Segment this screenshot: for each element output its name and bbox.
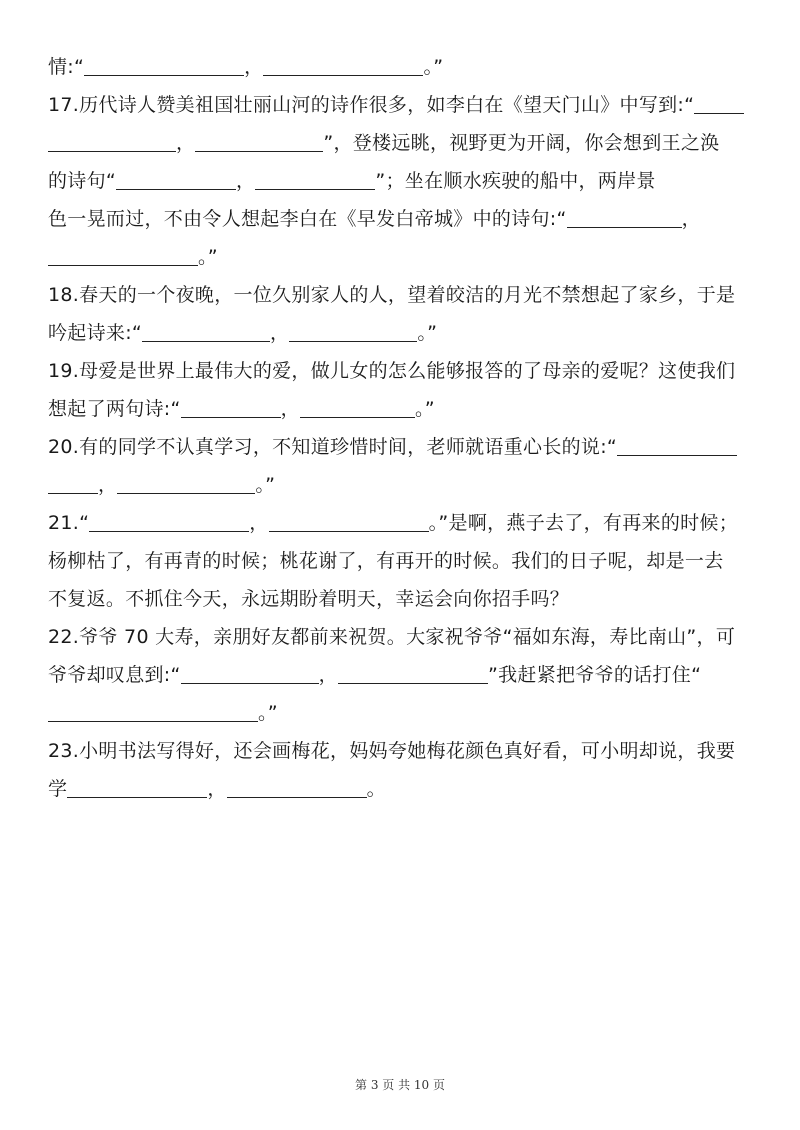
answer-blank[interactable]: [300, 395, 415, 418]
answer-blank[interactable]: [89, 509, 249, 532]
text-segment: 杨柳枯了，有再青的时候；桃花谢了，有再开的时候。我们的日子呢，却是一去: [48, 550, 724, 572]
question-20: [48, 428, 758, 466]
text-segment: 不复返。不抓住今天，永远期盼着明天，幸运会向你招手吗？: [48, 588, 570, 610]
text-line: [48, 390, 758, 428]
answer-blank[interactable]: [181, 661, 319, 684]
answer-blank[interactable]: [67, 775, 207, 798]
text-line: [48, 542, 758, 580]
text-segment: ”我赶紧把爷爷的话打住“: [487, 664, 702, 686]
answer-blank[interactable]: [289, 319, 417, 342]
text-segment: 21.“: [48, 512, 90, 534]
text-segment: 23.小明书法写得好，还会画梅花，妈妈夸她梅花颜色真好看，可小明却说，我要: [48, 740, 736, 762]
text-segment: 学: [48, 778, 68, 800]
text-segment: 22.爷爷 70 大寿，亲朋好友都前来祝贺。大家祝爷爷“福如东海，寿比南山”，可: [48, 626, 736, 648]
answer-blank[interactable]: [48, 129, 176, 152]
text-segment: 。”: [414, 398, 435, 420]
text-segment: ，: [236, 170, 256, 192]
text-line: [48, 770, 758, 808]
question-18: [48, 276, 758, 314]
text-segment: ，: [270, 322, 290, 344]
answer-blank[interactable]: [338, 661, 488, 684]
text-segment: 18.春天的一个夜晚，一位久别家人的人，望着皎洁的月光不禁想起了家乡，于是: [48, 284, 736, 306]
answer-blank[interactable]: [48, 243, 198, 266]
text-segment: 19.母爱是世界上最伟大的爱，做儿女的怎么能够报答的了母亲的爱呢？这使我们: [48, 360, 736, 382]
text-line: [48, 200, 758, 238]
answer-blank[interactable]: [142, 319, 270, 342]
text-segment: 吟起诗来:“: [48, 322, 143, 344]
text-segment: 。”: [417, 322, 438, 344]
answer-blank[interactable]: [617, 433, 737, 456]
page-number: 第 3 页 共 10 页: [355, 1078, 445, 1092]
question-22: [48, 618, 758, 656]
text-segment: 。”: [423, 56, 444, 78]
text-line: [48, 580, 758, 618]
text-segment: ，: [176, 132, 196, 154]
text-line: [48, 124, 758, 162]
answer-blank[interactable]: [116, 167, 236, 190]
answer-blank[interactable]: [263, 53, 423, 76]
question-17: [48, 86, 758, 124]
text-segment: 爷爷却叹息到:“: [48, 664, 181, 686]
text-segment: ，: [681, 208, 701, 230]
text-segment: 的诗句“: [48, 170, 117, 192]
answer-blank[interactable]: [195, 129, 323, 152]
text-segment: ，: [249, 512, 269, 534]
text-segment: ，: [244, 56, 264, 78]
text-segment: 色一晃而过，不由令人想起李白在《早发白帝城》中的诗句:“: [48, 208, 567, 230]
answer-blank[interactable]: [567, 205, 682, 228]
text-line: [48, 314, 758, 352]
text-line: [48, 656, 758, 694]
text-segment: ”；坐在顺水疾驶的船中，两岸景: [375, 170, 656, 192]
answer-blank[interactable]: [181, 395, 281, 418]
text-line: [48, 162, 758, 200]
text-segment: 。”: [258, 702, 278, 724]
question-19: [48, 352, 758, 390]
text-line: [48, 466, 758, 504]
answer-blank[interactable]: [117, 471, 255, 494]
answer-blank[interactable]: [48, 699, 258, 722]
text-segment: 想起了两句诗:“: [48, 398, 181, 420]
question-23: [48, 732, 758, 770]
question-text: [48, 48, 758, 808]
answer-blank[interactable]: [255, 167, 375, 190]
text-segment: 。: [366, 778, 386, 800]
text-line: [48, 48, 758, 86]
question-21: [48, 504, 758, 542]
answer-blank[interactable]: [227, 775, 367, 798]
answer-blank[interactable]: [84, 53, 244, 76]
text-segment: ，: [98, 474, 118, 496]
text-segment: ”，登楼远眺，视野更为开阔，你会想到王之涣: [323, 132, 720, 154]
text-segment: ，: [318, 664, 338, 686]
text-segment: 。”是啊，燕子去了，有再来的时候；: [428, 512, 739, 534]
answer-blank[interactable]: [694, 91, 744, 114]
text-line: [48, 694, 758, 732]
text-segment: 。”: [255, 474, 276, 496]
text-segment: ，: [280, 398, 300, 420]
text-segment: 。”: [198, 246, 218, 268]
answer-blank[interactable]: [269, 509, 429, 532]
text-segment: 17.历代诗人赞美祖国壮丽山河的诗作很多，如李白在《望天门山》中写到:“: [48, 94, 695, 116]
text-line: [48, 238, 758, 276]
text-segment: ，: [207, 778, 227, 800]
text-segment: 情:“: [48, 56, 85, 78]
text-segment: 20.有的同学不认真学习，不知道珍惜时间，老师就语重心长的说:“: [48, 436, 618, 458]
answer-blank[interactable]: [48, 471, 98, 494]
